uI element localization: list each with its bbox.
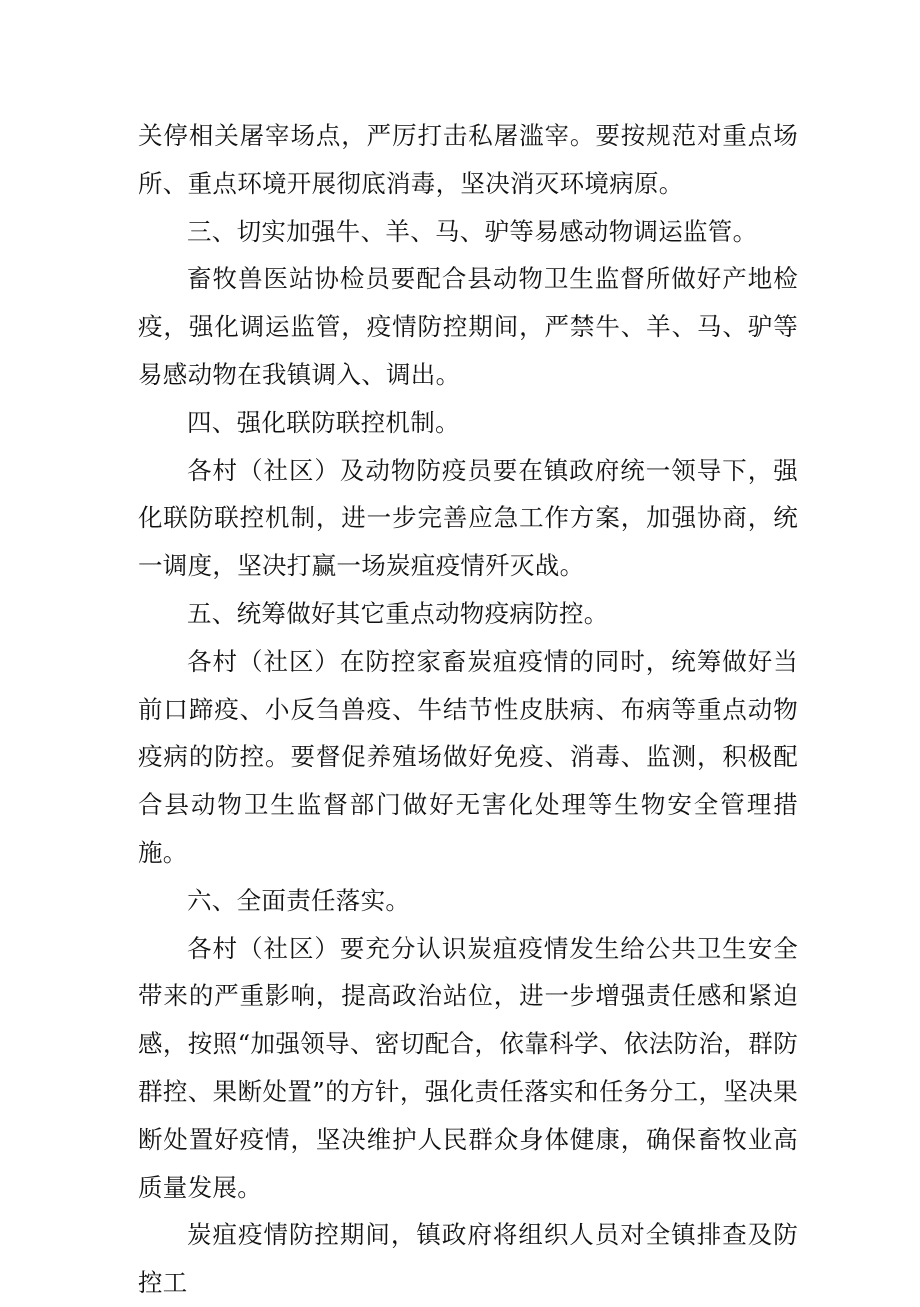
- section-heading-5: 五、统筹做好其它重点动物疫病防控。: [187, 598, 609, 628]
- section-heading-3: 三、切实加强牛、羊、马、驴等易感动物调运监管。: [187, 216, 758, 246]
- section-heading-6: 六、全面责任落实。: [187, 885, 411, 915]
- section-heading-4: 四、强化联防联控机制。: [187, 407, 460, 437]
- paragraph-section-5: 各村（社区）在防控家畜炭疽疫情的同时，统筹做好当前口蹄疫、小反刍兽疫、牛结节性皮肤病、布病等重点动物疫病的防控。要督促养殖场做好免疫、消毒、监测，积极配合县动物卫生监督部门做好无害化处理等生物安全管理措施。: [138, 646, 798, 867]
- paragraph-continued: 关停相关屠宰场点，严厉打击私屠滥宰。要按规范对重点场所、重点环境开展彻底消毒，坚决消灭环境病原。: [138, 121, 798, 198]
- document-body: [138, 112, 798, 1307]
- paragraph-section-4: 各村（社区）及动物防疫员要在镇政府统一领导下，强化联防联控机制，进一步完善应急工作方案，加强协商，统一调度，坚决打赢一场炭疽疫情歼灭战。: [138, 455, 798, 581]
- paragraph-section-6: 各村（社区）要充分认识炭疽疫情发生给公共卫生安全带来的严重影响，提高政治站位，进一步增强责任感和紧迫感，按照“加强领导、密切配合，依靠科学、依法防治，群防群控、果断处置”的方针，强化责任落实和任务分工，坚决果断处置好疫情，坚决维护人民群众身体健康，确保畜牧业高质量发展。: [138, 933, 798, 1202]
- paragraph-section-3: 畜牧兽医站协检员要配合县动物卫生监督所做好产地检疫，强化调运监管，疫情防控期间，严禁牛、羊、马、驴等易感动物在我镇调入、调出。: [138, 264, 798, 389]
- paragraph-closing: 炭疽疫情防控期间，镇政府将组织人员对全镇排查及防控工: [138, 1220, 798, 1298]
